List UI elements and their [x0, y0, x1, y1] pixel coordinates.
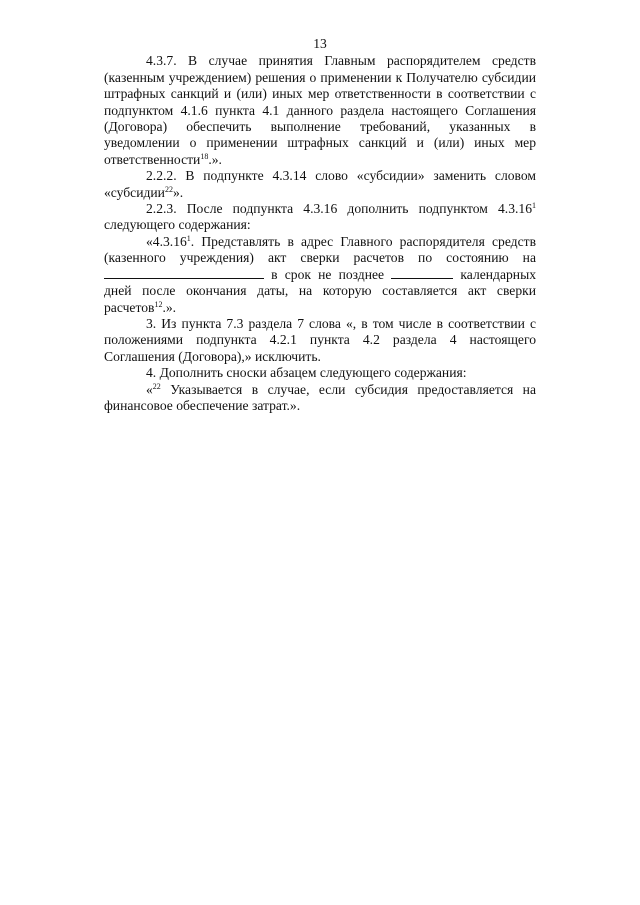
footnote-ref: 22 [152, 381, 161, 391]
paragraph-2-2-2 [104, 168, 536, 201]
paragraph-start: «4.3.16 [146, 233, 187, 249]
page-number: 13 [313, 36, 327, 51]
paragraph-text: Указывается в случае, если субсидия предоставляется на финансовое обеспечение затрат.». [104, 381, 536, 413]
footnote-ref: 1 [186, 233, 191, 243]
blank-field-days [391, 267, 453, 279]
footnote-ref: 12 [154, 299, 163, 309]
paragraph-tail: .». [208, 151, 222, 167]
blank-field-date [104, 267, 264, 279]
paragraph-text: 4.3.7. В случае принятия Главным распорядителем средств (казенным учреждением) решения о применении к Получателю субсидии штрафных санкций и (или) иных мер ответственности в соответствии с подпунктом 4.1.6 пункта 4.1 данного раздела настоящего Соглашения (Договора) обеспечить выполнение требований, указанных в уведомлении о применении штрафных санкций и (или) иных мер ответственности [104, 53, 536, 167]
paragraph-start: « [146, 381, 153, 397]
document-page [104, 36, 536, 414]
paragraph-4-3-16-1 [104, 234, 536, 316]
paragraph-tail: следующего содержания: [104, 217, 251, 233]
paragraph-text: календарных дней после окончания даты, на которую составляется акт сверки расчетов [104, 266, 537, 315]
paragraph-text: 3. Из пункта 7.3 раздела 7 слова «, в том числе в соответствии с положениями подпункта 4.2.1 пункта 4.2 раздела 4 настоящего Соглашения (Договора),» исключить. [104, 315, 536, 364]
paragraph-4-3-7 [104, 53, 536, 168]
paragraph-tail: .». [162, 299, 177, 315]
paragraph-3 [104, 316, 536, 365]
footnote-ref: 22 [164, 184, 173, 194]
paragraph-text: 2.2.2. В подпункте 4.3.14 слово «субсидии» заменить словом «субсидии [104, 168, 536, 200]
paragraph-footnote-22 [104, 382, 536, 415]
footnote-ref: 18 [200, 151, 209, 161]
footnote-ref: 1 [532, 201, 536, 211]
paragraph-text: 2.2.3. После подпункта 4.3.16 дополнить подпунктом 4.3.16 [146, 201, 532, 217]
paragraph-4 [104, 365, 536, 381]
paragraph-2-2-3 [104, 201, 536, 234]
paragraph-tail: ». [172, 184, 184, 200]
paragraph-text: . Представлять в адрес Главного распорядителя средств (казенного учреждения) акт сверки расчетов по состоянию на [104, 233, 536, 266]
paragraph-text: 4. Дополнить сноски абзацем следующего содержания: [146, 365, 467, 381]
paragraph-text: в срок не позднее [271, 266, 385, 282]
